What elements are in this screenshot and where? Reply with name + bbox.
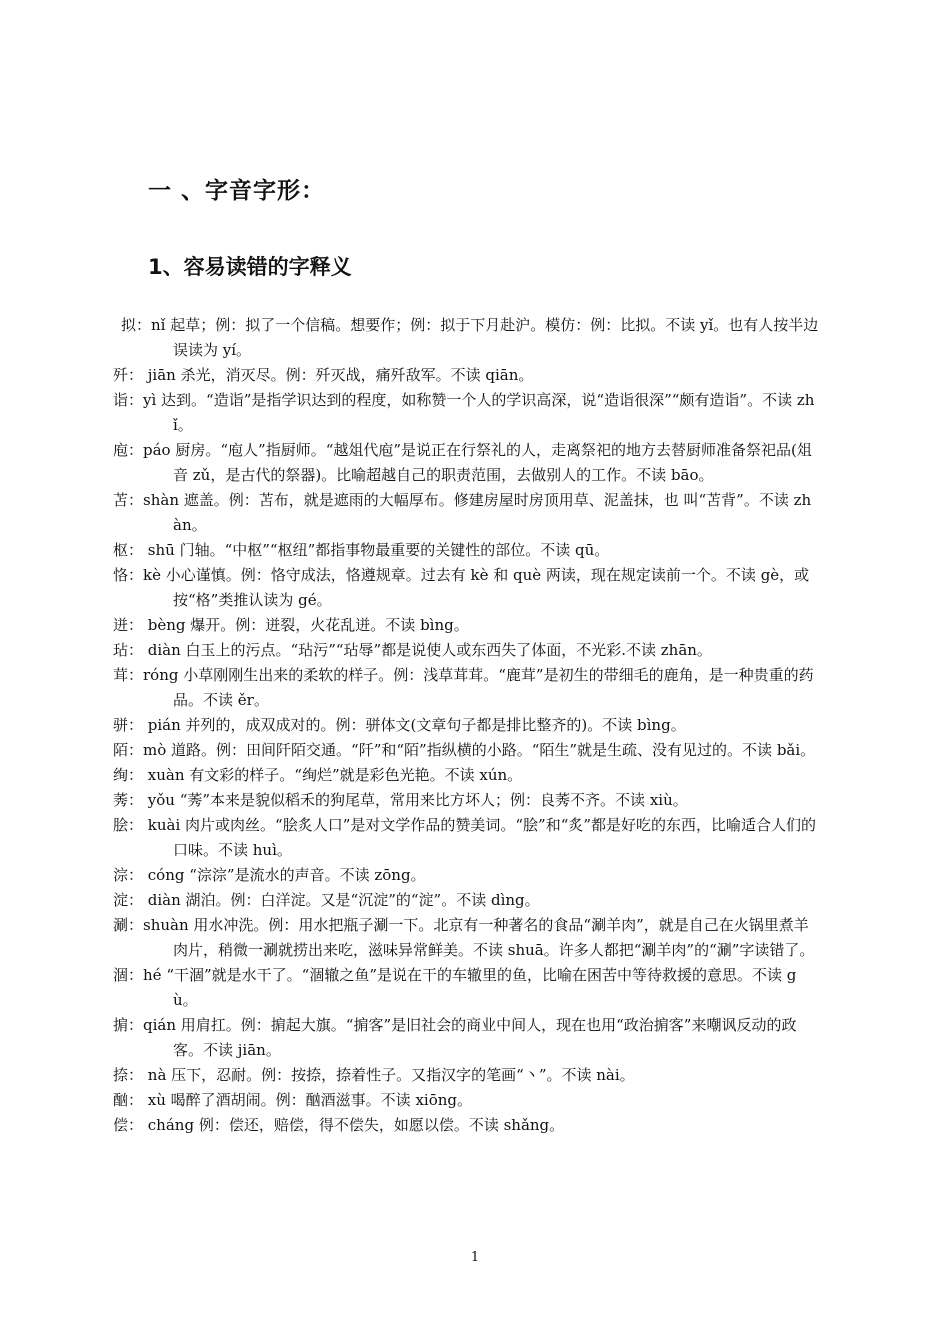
entry-term: 玷： [113,641,144,659]
list-item [113,1063,819,1088]
list-item [113,438,819,488]
entry-text: cóng “淙淙”是流水的声音。不读 zōng。 [143,866,426,884]
entry-text: pián 并列的，成双成对的。例：骈体文(文章句子都是排比整齐的)。不读 bìng。 [143,716,686,734]
entry-term: 陌： [113,741,144,759]
entry-list [113,313,819,1138]
entry-text: diàn 湖泊。例：白洋淀。又是“沉淀”的“淀”。不读 dìng。 [143,891,540,909]
list-item [113,913,819,963]
entry-term: 迸： [113,616,144,634]
list-item [113,713,819,738]
entry-text: xù 喝醉了酒胡闹。例：酗酒滋事。不读 xiōng。 [143,1091,472,1109]
list-item [113,1088,819,1113]
entry-term: 淙： [113,866,144,884]
entry-term: 捺： [113,1066,144,1084]
list-item [113,388,819,438]
list-item [113,763,819,788]
subsection-heading: 1、容易读错的字释义 [148,255,352,279]
entry-term: 拟： [121,316,152,334]
entry-term: 淀： [113,891,144,909]
entry-text: shuàn 用水冲洗。例：用水把瓶子涮一下。北京有一种著名的食品“涮羊肉”，就是自己在火锅里煮羊肉片，稍微一涮就捞出来吃，滋味异常鲜美。不读 shuā。许多人都把“涮羊肉”的“涮”字读错了。 [143,916,815,959]
entry-text: nǐ 起草；例：拟了一个信稿。想要作；例：拟于下月赴沪。模仿：例：比拟。不读 yǐ。也有人按半边误读为 yí。 [151,316,819,359]
list-item [113,1113,819,1138]
entry-term: 掮： [113,1016,144,1034]
entry-text: shàn 遮盖。例：苫布，就是遮雨的大幅厚布。修建房屋时房顶用草、泥盖抹，也 叫“苫背”。不读 zhàn。 [143,491,812,534]
entry-term: 涮： [113,916,144,934]
entry-text: cháng 例：偿还，赔偿，得不偿失，如愿以偿。不读 shǎng。 [143,1116,565,1134]
entry-term: 骈： [113,716,144,734]
entry-text: xuàn 有文彩的样子。“绚烂”就是彩色光艳。不读 xún。 [143,766,523,784]
entry-text: yì 达到。“造诣”是指学识达到的程度，如称赞一个人的学识高深，说“造诣很深”“颇有造诣”。不读 zhǐ。 [143,391,815,434]
entry-term: 酗： [113,1091,144,1109]
entry-text: bèng 爆开。例：迸裂，火花乱迸。不读 bìng。 [143,616,469,634]
entry-term: 涸： [113,966,144,984]
entry-term: 诣： [113,391,144,409]
list-item [113,638,819,663]
entry-term: 苫： [113,491,144,509]
list-item [113,663,819,713]
list-item [113,788,819,813]
entry-term: 茸： [113,666,144,684]
list-item [113,613,819,638]
entry-term: 枢： [113,541,144,559]
entry-term: 脍： [113,816,144,834]
list-item [113,313,819,363]
list-item [113,1013,819,1063]
entry-text: nà 压下，忍耐。例：按捺，捺着性子。又指汉字的笔画“丶”。不读 nài。 [143,1066,635,1084]
entry-text: mò 道路。例：田间阡陌交通。“阡”和“陌”指纵横的小路。“陌生”就是生疏、没有见过的。不读 bǎi。 [143,741,816,759]
entry-text: yǒu “莠”本来是貌似稻禾的狗尾草，常用来比方坏人；例：良莠不齐。不读 xiù。 [143,791,688,809]
entry-text: róng 小草刚刚生出来的柔软的样子。例：浅草茸茸。“鹿茸”是初生的带细毛的鹿角，是一种贵重的药品。不读 ěr。 [143,666,814,709]
list-item [113,888,819,913]
entry-text: diàn 白玉上的污点。“玷污”“玷辱”都是说使人或东西失了体面，不光彩.不读 zhān。 [143,641,712,659]
entry-term: 庖： [113,441,144,459]
page-number: 1 [470,1250,480,1265]
list-item [113,738,819,763]
list-item [113,363,819,388]
list-item [113,488,819,538]
entry-term: 歼： [113,366,144,384]
entry-term: 恪： [113,566,144,584]
entry-term: 绚： [113,766,144,784]
list-item [113,538,819,563]
section-heading: 一 、字音字形： [148,178,326,204]
list-item [113,963,819,1013]
entry-term: 偿： [113,1116,144,1134]
entry-text: kuài 肉片或肉丝。“脍炙人口”是对文学作品的赞美词。“脍”和“炙”都是好吃的东西，比喻适合人们的口味。不读 huì。 [143,816,817,859]
entry-text: qián 用肩扛。例：掮起大旗。“掮客”是旧社会的商业中间人，现在也用“政治掮客”来嘲讽反动的政客。不读 jiān。 [143,1016,797,1059]
list-item [113,863,819,888]
entry-text: kè 小心谨慎。例：恪守成法，恪遵规章。过去有 kè 和 què 两读，现在规定读前一个。不读 gè，或按“格”类推认读为 gé。 [143,566,810,609]
entry-text: hé “干涸”就是水干了。“涸辙之鱼”是说在干的车辙里的鱼，比喻在困苦中等待救援的意思。不读 gù。 [143,966,797,1009]
entry-text: jiān 杀光，消灭尽。例：歼灭战，痛歼敌军。不读 qiān。 [143,366,534,384]
entry-text: shū 门轴。“中枢”“枢纽”都指事物最重要的关键性的部位。不读 qū。 [143,541,610,559]
entry-text: páo 厨房。“庖人”指厨师。“越俎代庖”是说正在行祭礼的人，走离祭祀的地方去替厨师准备祭祀品(俎音 zǔ，是古代的祭器)。比喻超越自己的职责范围，去做别人的工作。不读 bāo。 [143,441,812,484]
list-item [113,813,819,863]
entry-term: 莠： [113,791,144,809]
list-item [113,563,819,613]
